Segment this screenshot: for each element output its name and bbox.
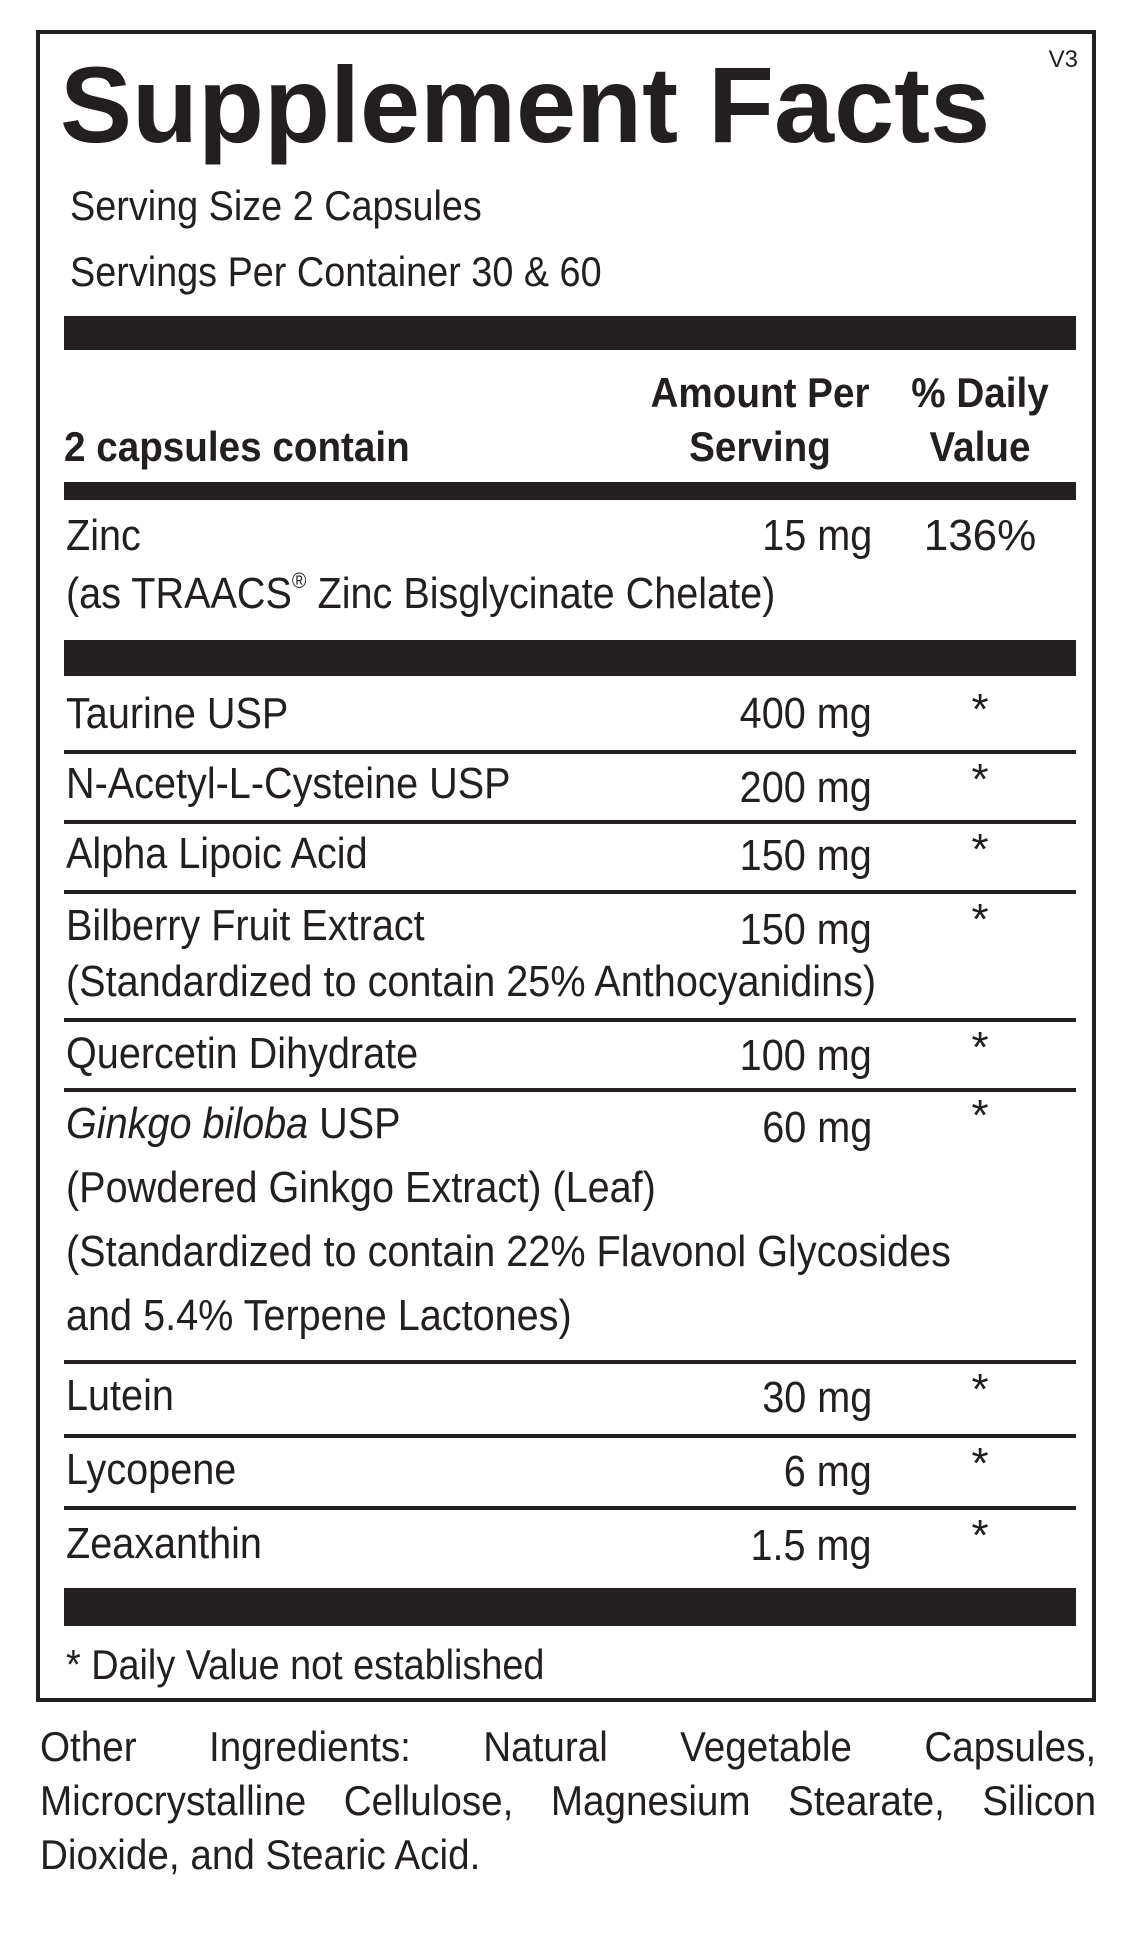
footer-divider <box>64 1588 1076 1626</box>
ingredient-dv: * <box>971 1439 989 1488</box>
ingredient-dv: * <box>971 825 989 874</box>
ingredient-amount: 150 mg <box>739 905 872 954</box>
ingredient-name: Alpha Lipoic Acid <box>66 829 368 878</box>
supplement-facts-panel <box>36 30 1096 1702</box>
ingredient-detail: and 5.4% Terpene Lactones) <box>66 1291 572 1340</box>
ingredient-amount: 60 mg <box>761 1103 872 1152</box>
header-amount-line2: Serving <box>689 423 831 470</box>
ingredient-dv: * <box>971 1023 989 1072</box>
ingredient-amount: 400 mg <box>739 689 872 738</box>
ingredient-amount: 200 mg <box>739 763 872 812</box>
servings-per-container: Servings Per Container 30 & 60 <box>70 248 602 295</box>
ingredient-name: Lycopene <box>66 1445 237 1494</box>
ingredient-dv: * <box>971 895 989 944</box>
ingredient-dv: * <box>971 1365 989 1414</box>
header-amount-line1: Amount Per <box>650 369 870 416</box>
header-dv-line2: Value <box>929 423 1031 470</box>
ingredient-detail: (Powdered Ginkgo Extract) (Leaf) <box>66 1163 656 1212</box>
version-label: V3 <box>1048 46 1078 73</box>
ingredient-name: N-Acetyl-L-Cysteine USP <box>66 759 511 808</box>
footnote: * Daily Value not established <box>66 1641 545 1688</box>
ingredient-amount: 150 mg <box>739 831 872 880</box>
other-ingredients: Other Ingredients: Natural Vegetable Capsules, Microcrystalline Cellulose, Magnesium Stearate, Silicon Dioxide, and Stearic Acid. <box>40 1723 1097 1878</box>
header-dv-line1: % Daily <box>911 369 1049 416</box>
ingredient-detail: (Standardized to contain 25% Anthocyanidins) <box>66 957 877 1006</box>
zinc-amount: 15 mg <box>761 511 872 560</box>
ingredient-dv: * <box>971 755 989 804</box>
ingredient-dv: * <box>971 1511 989 1560</box>
ingredient-name: Zeaxanthin <box>66 1519 262 1568</box>
zinc-dv: 136% <box>923 511 1037 560</box>
ingredient-name: Ginkgo biloba USP <box>66 1099 401 1148</box>
zinc-divider <box>64 640 1076 676</box>
serving-size: Serving Size 2 Capsules <box>70 182 482 229</box>
ingredient-amount: 100 mg <box>739 1031 872 1080</box>
ingredient-name: Lutein <box>66 1371 174 1420</box>
ingredient-name: Taurine USP <box>66 689 289 738</box>
ingredient-name: Bilberry Fruit Extract <box>66 901 425 950</box>
zinc-detail: (as TRAACS® Zinc Bisglycinate Chelate) <box>66 568 776 618</box>
ingredient-amount: 30 mg <box>761 1373 872 1422</box>
ingredient-detail: (Standardized to contain 22% Flavonol Glycosides <box>66 1227 951 1276</box>
header-divider <box>64 482 1076 500</box>
thick-divider <box>64 316 1076 350</box>
ingredient-dv: * <box>971 1091 989 1140</box>
ingredient-name: Quercetin Dihydrate <box>66 1029 419 1078</box>
ingredient-amount: 6 mg <box>783 1447 872 1496</box>
ingredient-amount: 1.5 mg <box>750 1521 872 1570</box>
panel-title: Supplement Facts <box>60 44 991 165</box>
header-contain: 2 capsules contain <box>64 423 410 470</box>
zinc-name: Zinc <box>66 511 141 560</box>
ingredient-dv: * <box>971 685 989 734</box>
